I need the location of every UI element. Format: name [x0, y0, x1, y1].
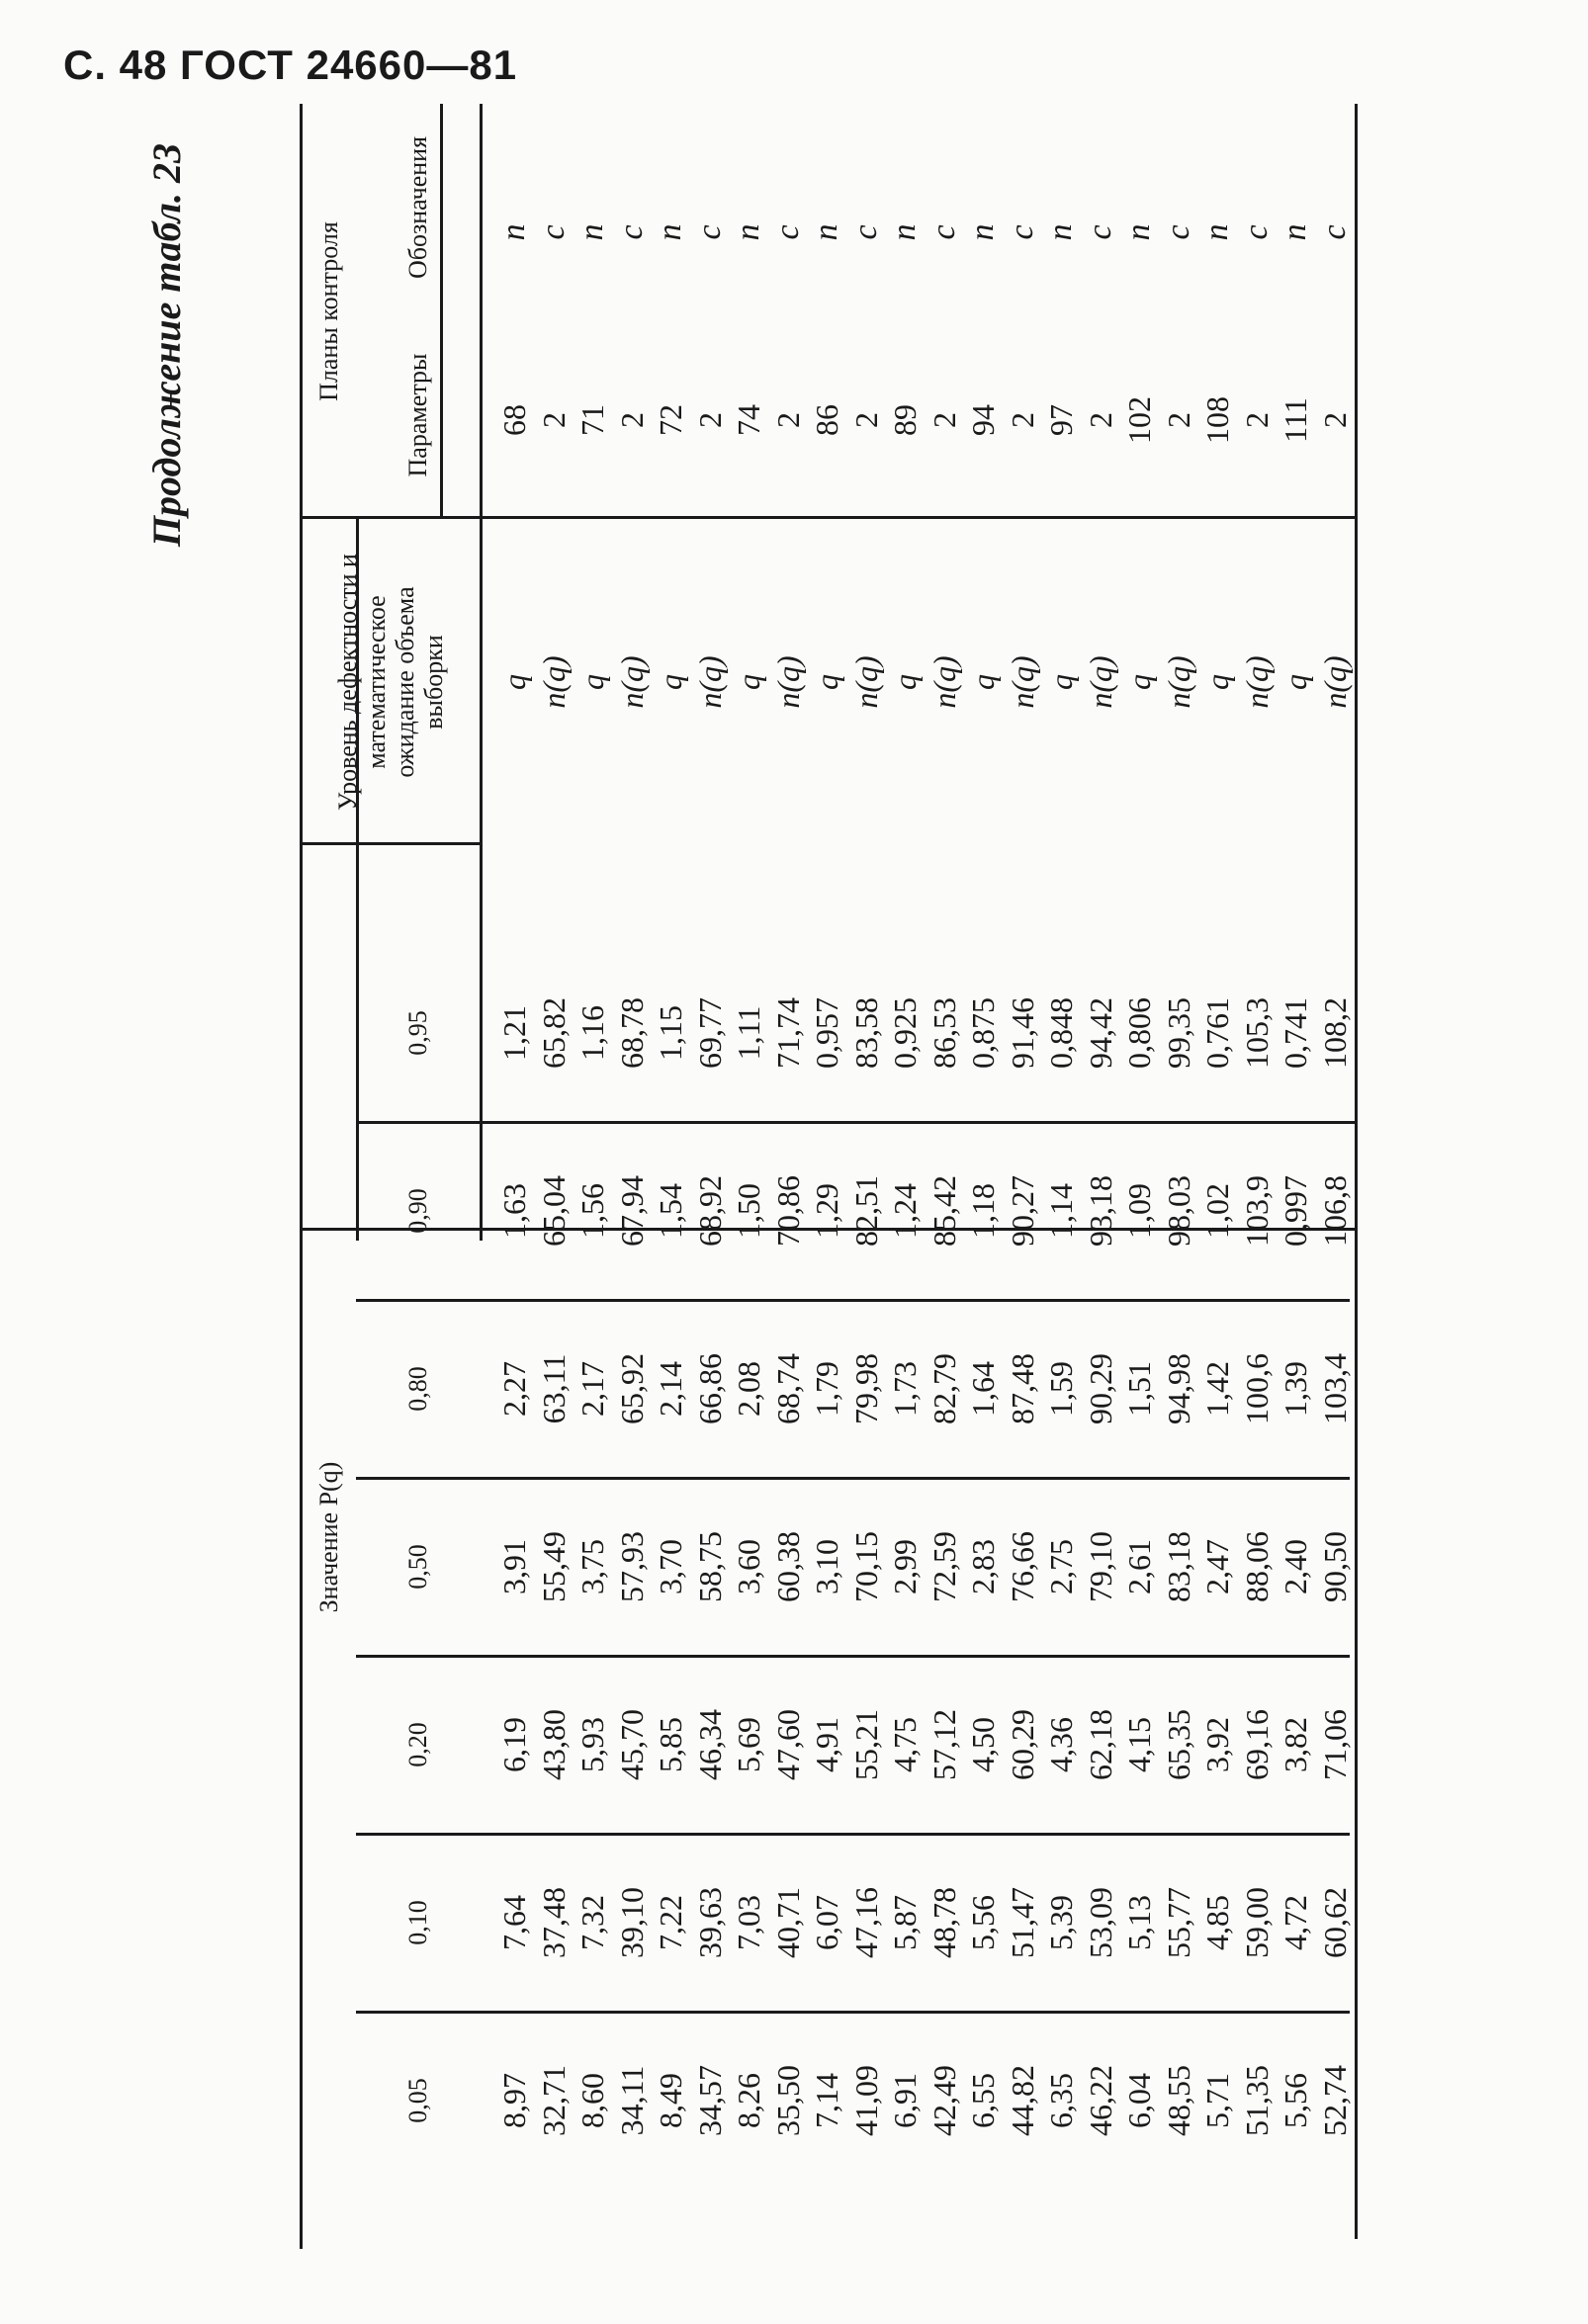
row-parameter: 2 — [926, 412, 962, 428]
table-cell: 90,27 — [1004, 1175, 1040, 1247]
table-cell: 5,56 — [965, 1895, 1001, 1950]
row-level: q — [653, 674, 688, 690]
table-cell: 83,18 — [1160, 1531, 1196, 1602]
table-cell: 55,21 — [847, 1709, 884, 1780]
table-cell: 1,16 — [574, 1005, 610, 1061]
rotated-table — [138, 104, 1503, 2249]
row-parameter: 2 — [535, 412, 572, 428]
table-bottom-rule — [1355, 104, 1358, 2239]
table-cell: 1,09 — [1121, 1183, 1157, 1239]
table-cell: 5,85 — [653, 1717, 688, 1772]
row-level: n(q) — [1004, 655, 1040, 709]
table-cell: 6,07 — [809, 1895, 844, 1950]
table-cell: 4,85 — [1199, 1895, 1235, 1950]
table-cell: 105,3 — [1238, 997, 1275, 1069]
table-cell: 2,99 — [887, 1539, 923, 1594]
table-cell: 3,60 — [731, 1539, 766, 1594]
row-parameter: 2 — [1316, 412, 1353, 428]
table-cell: 2,61 — [1121, 1539, 1157, 1594]
column-separator — [356, 1833, 1350, 1836]
table-cell: 60,38 — [769, 1531, 806, 1602]
table-cell: 5,13 — [1121, 1895, 1157, 1950]
header-designation: Обозначения — [402, 135, 432, 280]
table-cell: 108,2 — [1316, 997, 1353, 1069]
column-separator — [356, 1655, 1350, 1658]
table-cell: 2,83 — [965, 1539, 1001, 1594]
table-cell: 35,50 — [769, 2065, 806, 2136]
table-cell: 5,69 — [731, 1717, 766, 1772]
table-cell: 106,8 — [1316, 1175, 1353, 1247]
table-cell: 3,10 — [809, 1539, 844, 1594]
table-cell: 44,82 — [1004, 2065, 1040, 2136]
table-cell: 0,806 — [1121, 997, 1157, 1069]
table-cell: 1,54 — [653, 1183, 688, 1239]
row-parameter: 97 — [1043, 404, 1079, 436]
row-level: q — [1278, 674, 1313, 690]
table-cell: 60,62 — [1316, 1887, 1353, 1958]
row-parameter: 2 — [1238, 412, 1275, 428]
row-level: q — [965, 674, 1001, 690]
header-p-column: 0,20 — [402, 1722, 432, 1767]
header-p-column: 0,80 — [402, 1366, 432, 1412]
row-parameter: 2 — [1004, 412, 1040, 428]
column-separator — [356, 1477, 1350, 1480]
table-cell: 1,18 — [965, 1183, 1001, 1239]
table-cell: 103,4 — [1316, 1353, 1353, 1424]
table-cell: 94,42 — [1082, 997, 1118, 1069]
row-parameter: 2 — [847, 412, 884, 428]
header-sep-rule — [480, 104, 483, 1241]
table-cell: 47,16 — [847, 1887, 884, 1958]
table-cell: 0,997 — [1278, 1175, 1313, 1247]
table-cell: 91,46 — [1004, 997, 1040, 1069]
row-parameter: 111 — [1278, 397, 1313, 443]
table-cell: 51,47 — [1004, 1887, 1040, 1958]
row-level: n(q) — [926, 655, 962, 709]
table-cell: 1,24 — [887, 1183, 923, 1239]
row-designation: c — [846, 224, 884, 240]
table-cell: 3,92 — [1199, 1717, 1235, 1772]
table-cell: 8,49 — [653, 2073, 688, 2128]
table-cell: 1,29 — [809, 1183, 844, 1239]
table-cell: 1,51 — [1121, 1361, 1157, 1417]
row-designation: c — [1237, 224, 1275, 240]
row-level: q — [1199, 674, 1235, 690]
table-cell: 0,925 — [887, 997, 923, 1069]
table-cell: 5,87 — [887, 1895, 923, 1950]
table-cell: 1,63 — [496, 1183, 532, 1239]
row-level: n(q) — [613, 655, 650, 709]
table-cell: 90,29 — [1082, 1353, 1118, 1424]
row-parameter: 86 — [809, 404, 844, 436]
table-cell: 72,59 — [926, 1531, 962, 1602]
table-cell: 1,02 — [1199, 1183, 1235, 1239]
table-cell: 63,11 — [535, 1353, 572, 1424]
column-separator — [356, 2011, 1350, 2014]
table-cell: 4,50 — [965, 1717, 1001, 1772]
header-p-column: 0,90 — [402, 1188, 432, 1234]
table-cell: 65,35 — [1160, 1709, 1196, 1780]
table-cell: 68,74 — [769, 1353, 806, 1424]
table-cell: 6,35 — [1043, 2073, 1079, 2128]
table-cell: 69,77 — [691, 997, 728, 1069]
table-cell: 39,10 — [613, 1887, 650, 1958]
table-cell: 5,93 — [574, 1717, 610, 1772]
table-cell: 68,78 — [613, 997, 650, 1069]
table-cell: 2,75 — [1043, 1539, 1079, 1594]
row-parameter: 71 — [574, 404, 610, 436]
row-level: n(q) — [847, 655, 884, 709]
table-cell: 5,56 — [1278, 2073, 1313, 2128]
table-cell: 100,6 — [1238, 1353, 1275, 1424]
table-cell: 7,64 — [496, 1895, 532, 1950]
table-cell: 48,78 — [926, 1887, 962, 1958]
page-header: С. 48 ГОСТ 24660—81 — [63, 42, 518, 88]
row-parameter: 2 — [613, 412, 650, 428]
table-cell: 1,14 — [1043, 1183, 1079, 1239]
table-cell: 1,39 — [1278, 1361, 1313, 1417]
column-separator — [356, 1121, 1355, 1124]
row-designation: c — [1159, 224, 1196, 240]
table-cell: 8,60 — [574, 2073, 610, 2128]
row-designation: n — [495, 223, 532, 241]
row-parameter: 68 — [496, 404, 532, 436]
table-cell: 53,09 — [1082, 1887, 1118, 1958]
table-cell: 0,957 — [809, 997, 844, 1069]
row-level: q — [574, 674, 610, 690]
row-parameter: 2 — [691, 412, 728, 428]
row-parameter: 74 — [731, 404, 766, 436]
table-cell: 4,91 — [809, 1717, 844, 1772]
row-designation: n — [573, 223, 610, 241]
table-cell: 87,48 — [1004, 1353, 1040, 1424]
row-designation: n — [1120, 223, 1157, 241]
table-cell: 2,47 — [1199, 1539, 1235, 1594]
table-cell: 1,42 — [1199, 1361, 1235, 1417]
table-cell: 70,86 — [769, 1175, 806, 1247]
table-cell: 99,35 — [1160, 997, 1196, 1069]
table-cell: 93,18 — [1082, 1175, 1118, 1247]
table-cell: 79,98 — [847, 1353, 884, 1424]
header-p-column: 0,50 — [402, 1544, 432, 1590]
table-cell: 70,15 — [847, 1531, 884, 1602]
row-level: n(q) — [1316, 655, 1353, 709]
table-cell: 7,22 — [653, 1895, 688, 1950]
table-cell: 59,00 — [1238, 1887, 1275, 1958]
table-cell: 0,875 — [965, 997, 1001, 1069]
table-cell: 1,64 — [965, 1361, 1001, 1417]
table-cell: 47,60 — [769, 1709, 806, 1780]
row-level: q — [731, 674, 766, 690]
table-cell: 103,9 — [1238, 1175, 1275, 1247]
table-cell: 71,06 — [1316, 1709, 1353, 1780]
row-level: n(q) — [1238, 655, 1275, 709]
table-cell: 82,51 — [847, 1175, 884, 1247]
row-designation: n — [886, 223, 923, 241]
table-cell: 55,77 — [1160, 1887, 1196, 1958]
table-cell: 5,39 — [1043, 1895, 1079, 1950]
table-cell: 66,86 — [691, 1353, 728, 1424]
row-level: n(q) — [691, 655, 728, 709]
table-cell: 6,55 — [965, 2073, 1001, 2128]
table-cell: 6,19 — [496, 1717, 532, 1772]
table-cell: 0,761 — [1199, 997, 1235, 1069]
row-level: n(q) — [1082, 655, 1118, 709]
row-designation: n — [652, 223, 688, 241]
table-cell: 90,50 — [1316, 1531, 1353, 1602]
table-cell: 4,72 — [1278, 1895, 1313, 1950]
row-parameter: 102 — [1121, 396, 1157, 444]
row-level: n(q) — [535, 655, 572, 709]
table-cell: 65,92 — [613, 1353, 650, 1424]
table-cell: 6,91 — [887, 2073, 923, 2128]
row-designation: n — [1198, 223, 1235, 241]
row-parameter: 108 — [1199, 396, 1235, 444]
table-cell: 85,42 — [926, 1175, 962, 1247]
table-cell: 1,15 — [653, 1005, 688, 1061]
table-cell: 71,74 — [769, 997, 806, 1069]
row-designation: n — [730, 223, 766, 241]
table-cell: 3,70 — [653, 1539, 688, 1594]
row-level: q — [1121, 674, 1157, 690]
table-cell: 40,71 — [769, 1887, 806, 1958]
row-designation: n — [808, 223, 844, 241]
header-plans: Планы контроля — [313, 221, 343, 401]
table-cell: 88,06 — [1238, 1531, 1275, 1602]
table-cell: 98,03 — [1160, 1175, 1196, 1247]
row-level: q — [887, 674, 923, 690]
table-cell: 4,36 — [1043, 1717, 1079, 1772]
table-cell: 7,14 — [809, 2073, 844, 2128]
row-parameter: 2 — [1082, 412, 1118, 428]
table-cell: 4,15 — [1121, 1717, 1157, 1772]
table-cell: 51,35 — [1238, 2065, 1275, 2136]
table-cell: 82,79 — [926, 1353, 962, 1424]
table-cell: 39,63 — [691, 1887, 728, 1958]
table-cell: 1,50 — [731, 1183, 766, 1239]
table-cell: 37,48 — [535, 1887, 572, 1958]
table-cell: 7,03 — [731, 1895, 766, 1950]
table-cell: 2,27 — [496, 1361, 532, 1417]
row-designation: c — [612, 224, 650, 240]
table-cell: 46,34 — [691, 1709, 728, 1780]
table-cell: 57,93 — [613, 1531, 650, 1602]
table-cell: 32,71 — [535, 2065, 572, 2136]
table-cell: 45,70 — [613, 1709, 650, 1780]
header-p-column: 0,10 — [402, 1900, 432, 1945]
table-cell: 1,56 — [574, 1183, 610, 1239]
table-cell: 8,97 — [496, 2073, 532, 2128]
table-cell: 65,04 — [535, 1175, 572, 1247]
table-cell: 86,53 — [926, 997, 962, 1069]
table-cell: 1,79 — [809, 1361, 844, 1417]
table-cell: 6,04 — [1121, 2073, 1157, 2128]
table-cell: 2,40 — [1278, 1539, 1313, 1594]
table-cell: 52,74 — [1316, 2065, 1353, 2136]
table-cell: 94,98 — [1160, 1353, 1196, 1424]
row-designation: c — [1315, 224, 1353, 240]
row-designation: n — [1277, 223, 1313, 241]
table-cell: 3,75 — [574, 1539, 610, 1594]
row-level: q — [809, 674, 844, 690]
table-cell: 1,59 — [1043, 1361, 1079, 1417]
table-cell: 41,09 — [847, 2065, 884, 2136]
row-parameter: 72 — [653, 404, 688, 436]
header-p-column: 0,05 — [402, 2078, 432, 2123]
table-cell: 43,80 — [535, 1709, 572, 1780]
table-cell: 57,12 — [926, 1709, 962, 1780]
table-cell: 2,08 — [731, 1361, 766, 1417]
table-cell: 79,10 — [1082, 1531, 1118, 1602]
table-cell: 1,73 — [887, 1361, 923, 1417]
row-designation: n — [1042, 223, 1079, 241]
row-designation: c — [925, 224, 962, 240]
table-cell: 7,32 — [574, 1895, 610, 1950]
values-divider — [480, 516, 1355, 519]
table-cell: 76,66 — [1004, 1531, 1040, 1602]
table-cell: 67,94 — [613, 1175, 650, 1247]
table-cell: 62,18 — [1082, 1709, 1118, 1780]
table-cell: 69,16 — [1238, 1709, 1275, 1780]
table-cell: 3,91 — [496, 1539, 532, 1594]
row-parameter: 94 — [965, 404, 1001, 436]
row-parameter: 2 — [769, 412, 806, 428]
row-designation: c — [534, 224, 572, 240]
table-cell: 42,49 — [926, 2065, 962, 2136]
row-designation: c — [768, 224, 806, 240]
table-cell: 5,71 — [1199, 2073, 1235, 2128]
header-value-group: Значение P(q) — [313, 1461, 343, 1613]
row-designation: c — [1081, 224, 1118, 240]
table-cell: 46,22 — [1082, 2065, 1118, 2136]
table-cell: 60,29 — [1004, 1709, 1040, 1780]
table-cell: 55,49 — [535, 1531, 572, 1602]
row-level: n(q) — [1160, 655, 1196, 709]
table-cell: 65,82 — [535, 997, 572, 1069]
table-cell: 34,11 — [613, 2065, 650, 2136]
row-level: n(q) — [769, 655, 806, 709]
header-parameters: Параметры — [402, 353, 432, 477]
row-parameter: 89 — [887, 404, 923, 436]
row-level: q — [496, 674, 532, 690]
table-cell: 1,11 — [731, 1005, 766, 1061]
row-designation: n — [964, 223, 1001, 241]
row-level: q — [1043, 674, 1079, 690]
header-level: Уровень дефектности и математическое ожидание объема выборки — [332, 554, 449, 811]
row-parameter: 2 — [1160, 412, 1196, 428]
table-cell: 0,848 — [1043, 997, 1079, 1069]
row-designation: c — [690, 224, 728, 240]
header-p-column: 0,95 — [402, 1010, 432, 1056]
table-cell: 1,21 — [496, 1005, 532, 1061]
table-cell: 34,57 — [691, 2065, 728, 2136]
table-cell: 58,75 — [691, 1531, 728, 1602]
table-cell: 4,75 — [887, 1717, 923, 1772]
table-cell: 0,741 — [1278, 997, 1313, 1069]
table-cell: 83,58 — [847, 997, 884, 1069]
column-separator — [356, 1299, 1350, 1302]
table-cell: 2,17 — [574, 1361, 610, 1417]
table-cell: 48,55 — [1160, 2065, 1196, 2136]
table-cell: 3,82 — [1278, 1717, 1313, 1772]
table-caption: Продолжение табл. 23 — [144, 143, 189, 548]
row-designation: c — [1003, 224, 1040, 240]
table-cell: 68,92 — [691, 1175, 728, 1247]
table-cell: 8,26 — [731, 2073, 766, 2128]
table-cell: 2,14 — [653, 1361, 688, 1417]
